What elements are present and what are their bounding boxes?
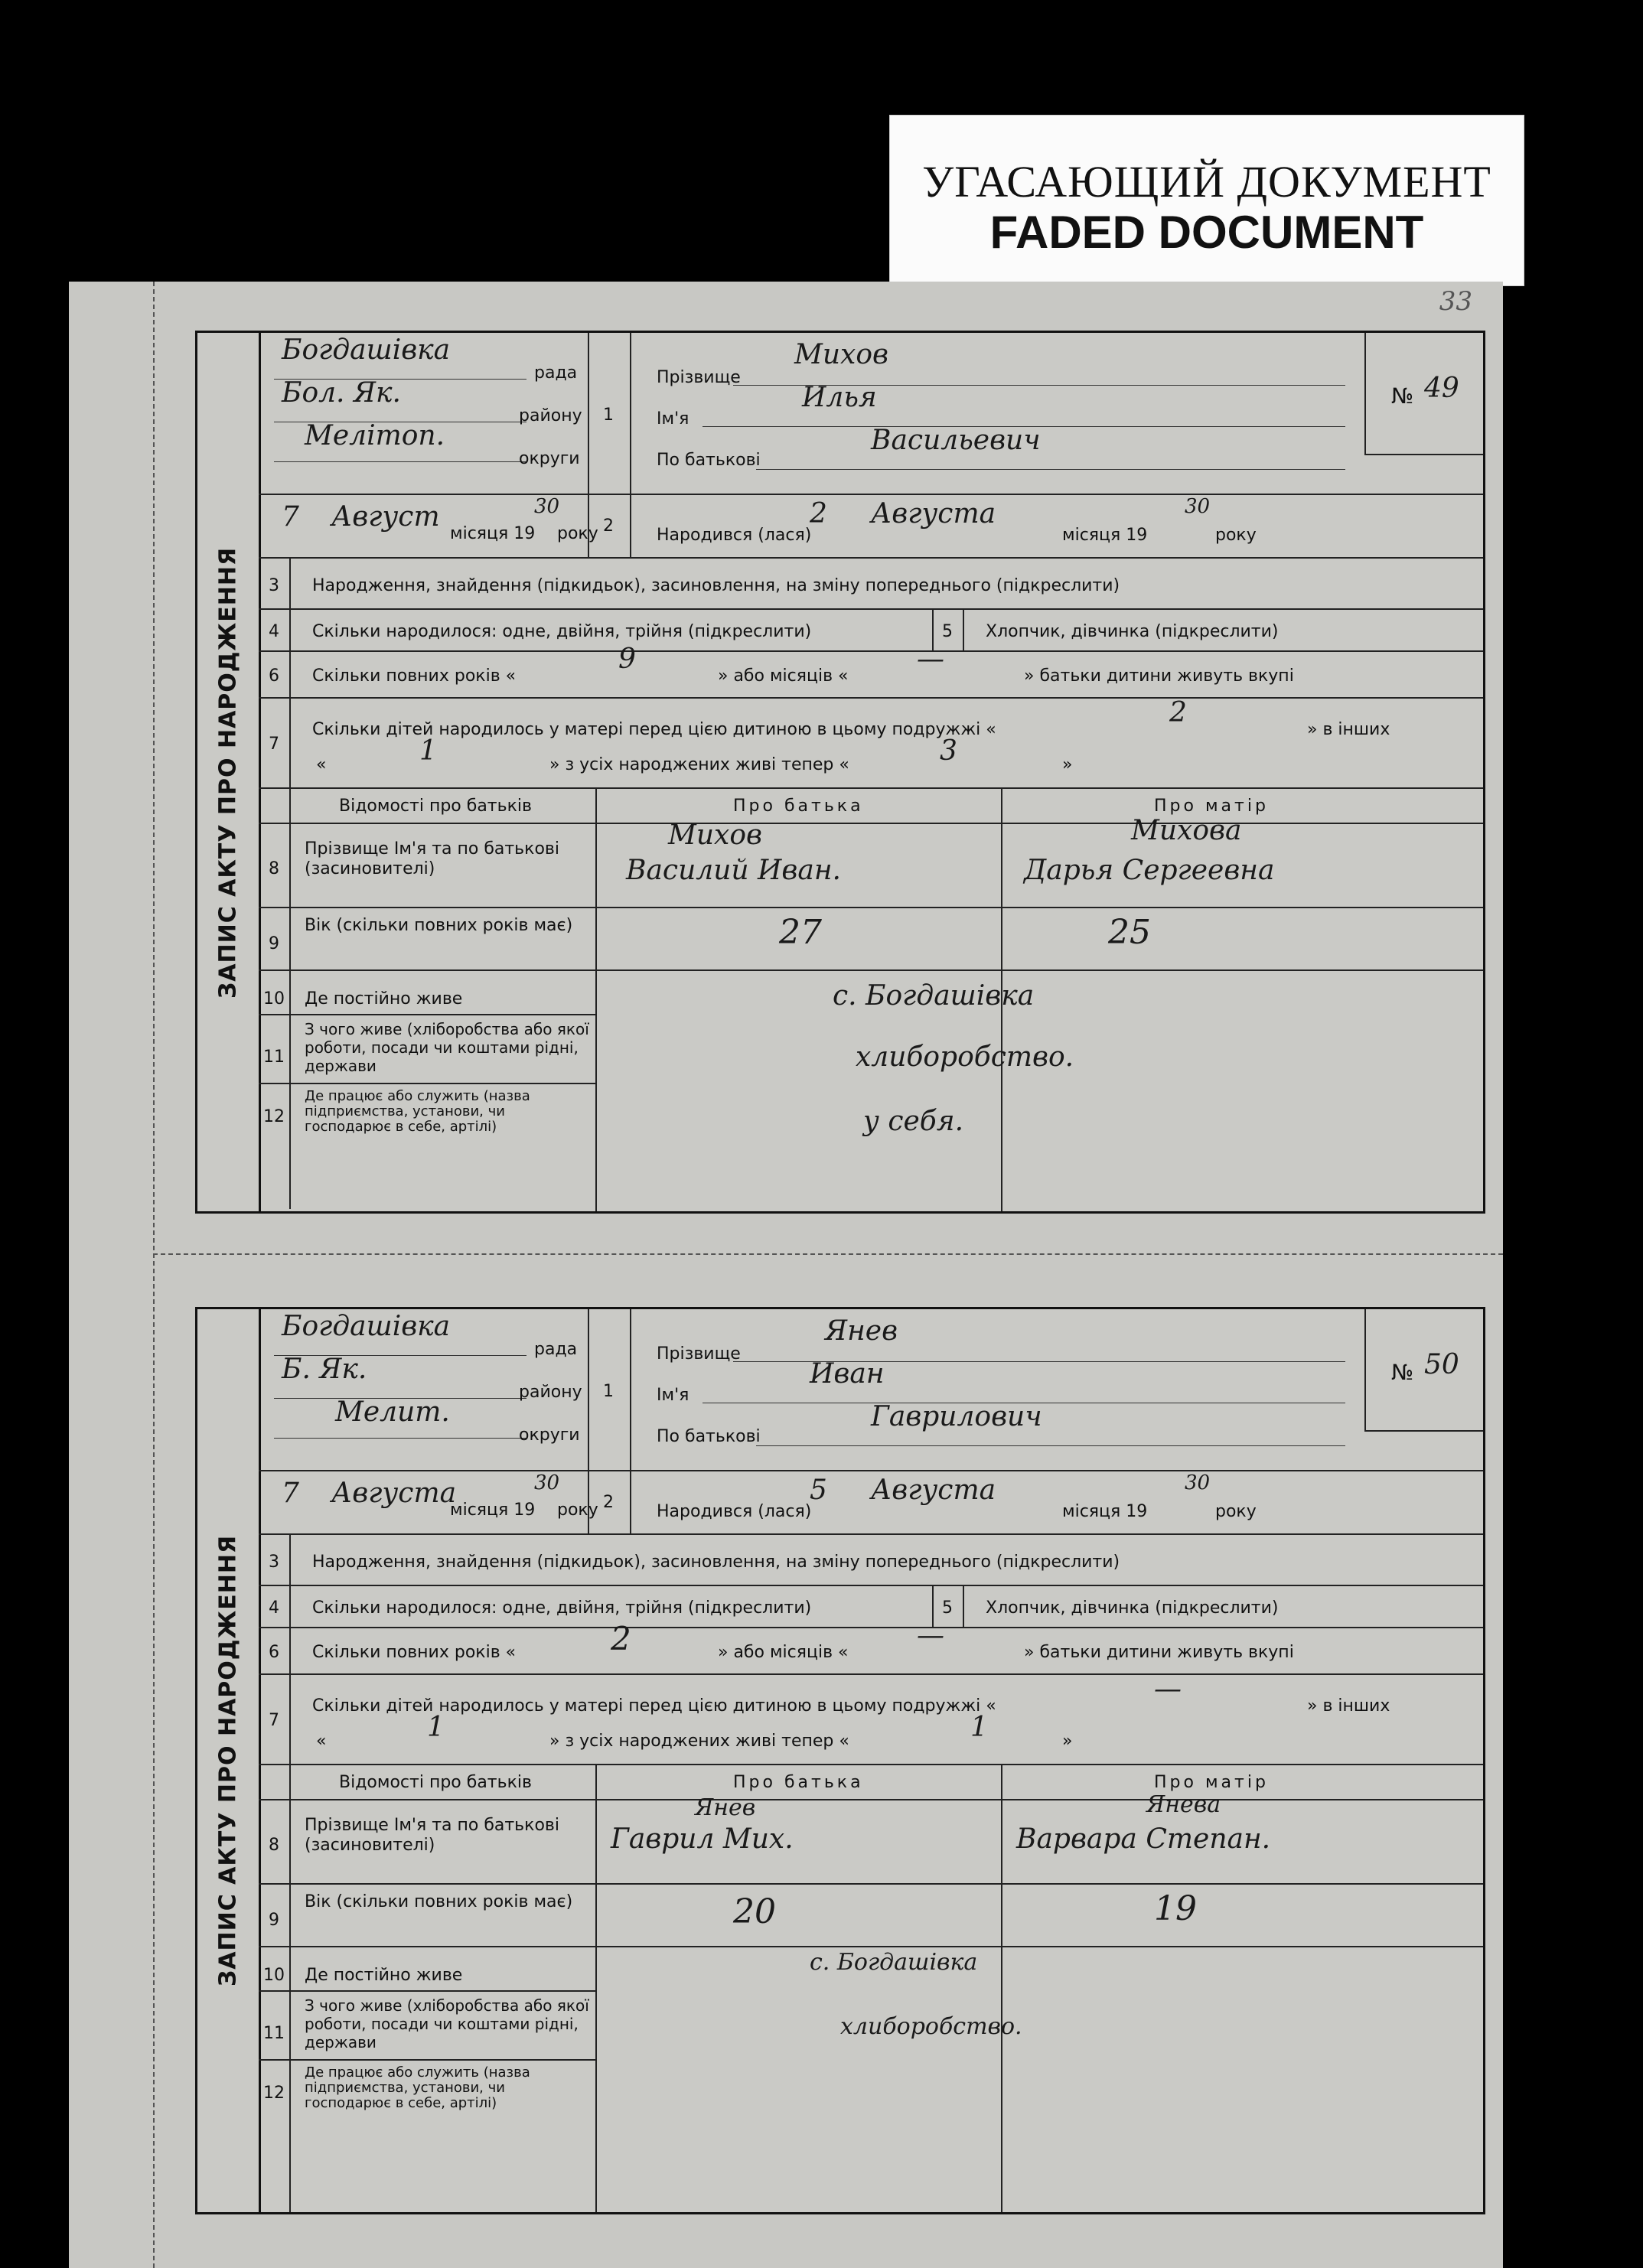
hw-rada: Богдашівка bbox=[282, 1311, 451, 1342]
hw-name: Илья bbox=[802, 382, 877, 413]
hw-patronymic: Гаврилович bbox=[871, 1401, 1042, 1432]
hw-reg-month: Августа bbox=[331, 1478, 457, 1509]
record-number: 49 bbox=[1424, 373, 1459, 404]
perforation-line bbox=[153, 282, 155, 2268]
occupation: хлиборобство. bbox=[840, 2013, 1022, 2040]
side-title: ЗАПИС АКТУ ПРО НАРОДЖЕННЯ bbox=[214, 546, 242, 999]
side-title: ЗАПИС АКТУ ПРО НАРОДЖЕННЯ bbox=[214, 1534, 242, 1987]
mother-name: Дарья Сергеевна bbox=[1024, 855, 1275, 886]
hw-okruh: Мелітоп. bbox=[305, 420, 445, 451]
occupation: хлиборобство. bbox=[856, 1041, 1074, 1073]
father-age: 20 bbox=[733, 1892, 776, 1931]
hw-raion: Бол. Як. bbox=[282, 377, 401, 409]
mother-age: 19 bbox=[1154, 1889, 1197, 1928]
record-number: 50 bbox=[1424, 1349, 1459, 1380]
mother-age: 25 bbox=[1108, 913, 1151, 952]
page-number: 33 bbox=[1439, 286, 1472, 317]
document-page bbox=[69, 282, 1503, 2268]
mother-surname: Михова bbox=[1131, 815, 1242, 846]
birth-record-card-1: ЗАПИС АКТУ ПРО НАРОДЖЕННЯ 1 2 Богдашівка рада Бол. Як. району Мелітоп. округи 7 Август місяця 19 30 року Прізвище Михов Ім'я Илья По батькові Васильевич № 49 Народився (лася) 2 Августа місяця 19 30 року 3 Народження, знайдення (підкидьок), засиновлення, на зміну попереднього (підкреслити) 4 Скільки народилося: одне, двійня, трійня (підкреслити) 5 Хлопчик, дівчинка (підкреслити) 6 Скільки повних років « 9 » або місяців « — » батьки дитини живуть вкупі 7 Скільки дітей народилось у матері перед цією дитиною в цьому подружжі « 2 » в інших « 1 » з усіх народжених живі тепер « 3 » Відомості про батьків Про батька Про матір 8 Прізвище Ім'я та по батькові (засиновителі) Михов Василий Иван. Михова Дарья Сергеевна 9 Вік (скільки повних років має) 27 25 10 Де постійно живе с. Богдашівка 11 З чого живе (хліборобства або якої роботи, посади чи коштами рідні, держави хлиборобство. 12 Де працює або служить (назва підприємства, установи, чи господарює в себе, артілі) у себя. bbox=[195, 331, 1485, 1214]
residence: с. Богдашівка bbox=[833, 980, 1035, 1012]
hw-birth-day: 5 bbox=[810, 1475, 827, 1506]
father-surname: Янев bbox=[695, 1794, 756, 1821]
father-name: Василий Иван. bbox=[626, 855, 841, 886]
faded-document-stamp bbox=[889, 115, 1524, 286]
hw-patronymic: Васильевич bbox=[871, 425, 1041, 456]
hw-birth-month: Августа bbox=[871, 498, 996, 530]
hw-name: Иван bbox=[810, 1358, 885, 1390]
stamp-line-russian: УГАСАЮЩИЙ ДОКУМЕНТ bbox=[922, 157, 1491, 207]
mother-name: Варвара Степан. bbox=[1016, 1823, 1271, 1855]
hw-rada: Богдашівка bbox=[282, 334, 451, 366]
card-separator bbox=[153, 1253, 1503, 1255]
hw-surname: Янев bbox=[825, 1315, 898, 1347]
mother-surname: Янева bbox=[1146, 1791, 1221, 1818]
hw-reg-day: 7 bbox=[282, 1478, 299, 1509]
workplace: у себя. bbox=[863, 1106, 964, 1137]
hw-surname: Михов bbox=[794, 339, 888, 370]
father-age: 27 bbox=[779, 913, 822, 952]
stamp-line-english: FADED DOCUMENT bbox=[989, 207, 1424, 258]
hw-birth-month: Августа bbox=[871, 1475, 996, 1506]
father-name: Гаврил Мих. bbox=[611, 1823, 794, 1855]
hw-okruh: Мелит. bbox=[335, 1396, 450, 1428]
hw-raion: Б. Як. bbox=[282, 1354, 367, 1385]
residence: с. Богдашівка bbox=[810, 1949, 978, 1976]
hw-reg-month: Август bbox=[331, 501, 440, 533]
hw-reg-day: 7 bbox=[282, 501, 299, 533]
father-surname: Михов bbox=[668, 820, 762, 851]
birth-record-card-2: ЗАПИС АКТУ ПРО НАРОДЖЕННЯ 1 2 Богдашівка рада Б. Як. району Мелит. округи 7 Августа місяця 19 30 року Прізвище Янев Ім'я Иван По батькові Гаврилович № 50 Народився (лася) 5 Августа місяця 19 30 року 3 Народження, знайдення (підкидьок), засиновлення, на зміну попереднього (підкреслити) 4 Скільки народилося: одне, двійня, трійня (підкреслити) 5 Хлопчик, дівчинка (підкреслити) 6 Скільки повних років « 2 » або місяців « — » батьки дитини живуть вкупі 7 Скільки дітей народилось у матері перед цією дитиною в цьому подружжі « — » в інших « 1 » з усіх народжених живі тепер « 1 » Відомості про батьків Про батька Про матір 8 Прізвище Ім'я та по батькові (засиновителі) Янев Гаврил Мих. Янева Варвара Степан. 9 Вік (скільки повних років має) 20 19 10 Де постійно живе с. Богдашівка 11 З чого живе (хліборобства або якої роботи, посади чи коштами рідні, держави хлиборобство. 12 Де працює або служить (назва підприємства, установи, чи господарює в себе, артілі) bbox=[195, 1307, 1485, 2214]
hw-birth-day: 2 bbox=[810, 498, 827, 530]
